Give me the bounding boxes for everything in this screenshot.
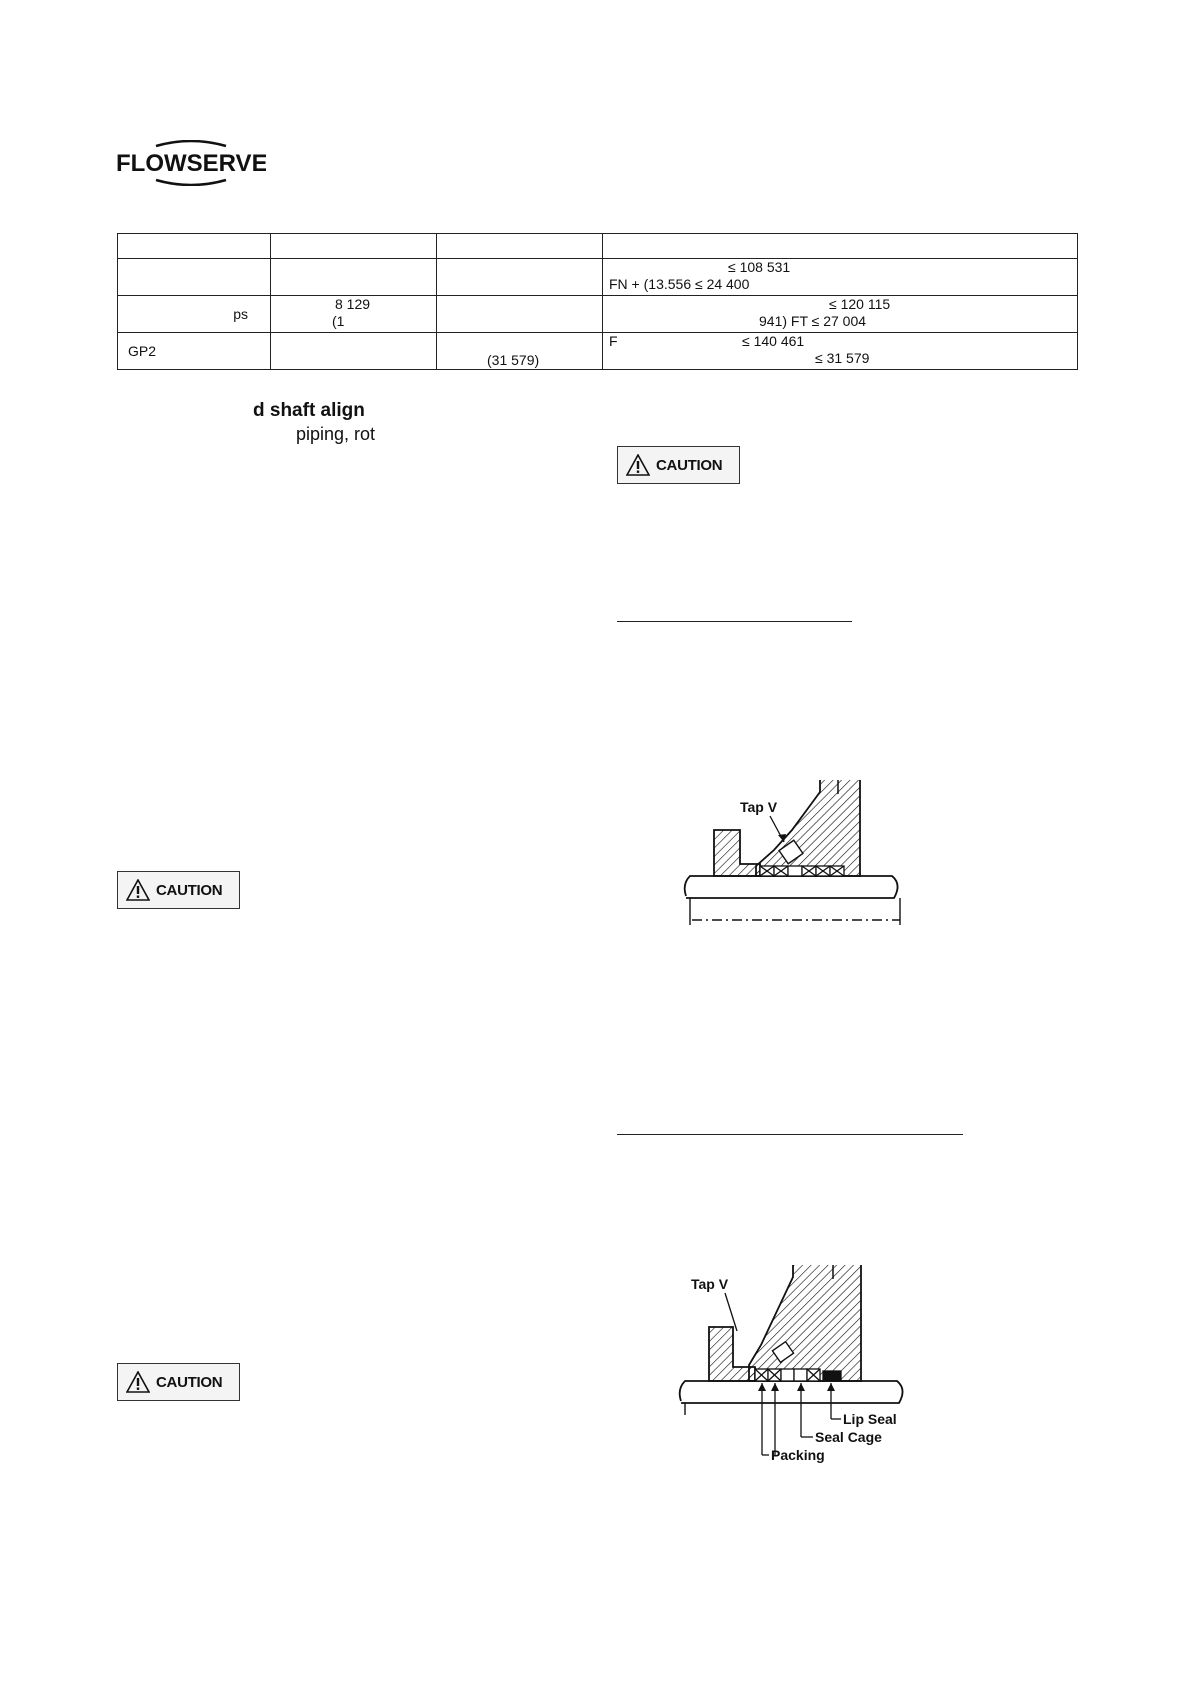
table-cell bbox=[437, 259, 603, 296]
caution-label: CAUTION bbox=[656, 456, 723, 474]
table-cell: ps bbox=[118, 296, 271, 333]
packing-label: Packing bbox=[771, 1447, 825, 1463]
table-row bbox=[118, 234, 1078, 259]
heading-underline bbox=[617, 621, 852, 622]
table-cell bbox=[603, 234, 1078, 259]
logo-text: FLOWSERVE bbox=[116, 150, 266, 177]
warning-triangle-icon bbox=[126, 879, 150, 901]
table-cell bbox=[437, 296, 603, 333]
table-cell bbox=[271, 259, 437, 296]
table-cell bbox=[271, 234, 437, 259]
table-cell bbox=[603, 296, 1078, 333]
section-text: piping, rot bbox=[296, 424, 376, 444]
table-cell bbox=[118, 234, 271, 259]
caution-badge bbox=[117, 1363, 240, 1401]
flowserve-logo bbox=[116, 140, 266, 186]
table-cell bbox=[603, 333, 1078, 370]
logo-graphic bbox=[116, 140, 266, 186]
cell-line: ≤ 31 579 bbox=[815, 350, 870, 366]
table-cell bbox=[118, 259, 271, 296]
warning-triangle-icon bbox=[126, 1371, 150, 1393]
packing-arrangement-figure bbox=[680, 780, 920, 930]
section-heading: d shaft align bbox=[253, 400, 365, 421]
caution-badge bbox=[617, 446, 740, 484]
tap-v-label: Tap V bbox=[740, 799, 778, 815]
table-cell bbox=[603, 259, 1078, 296]
caution-label: CAUTION bbox=[156, 881, 223, 899]
tap-v-label: Tap V bbox=[691, 1276, 729, 1292]
cell-line: FN + (13.556 ≤ 24 400 bbox=[609, 276, 750, 292]
cell-line: (1 bbox=[332, 313, 345, 329]
heading-underline bbox=[617, 1134, 963, 1135]
nozzle-load-table bbox=[117, 233, 1078, 370]
caution-badge bbox=[117, 871, 240, 909]
cell-line: 941) FT ≤ 27 004 bbox=[759, 313, 867, 329]
table-cell: GP2 bbox=[118, 333, 271, 370]
table-row bbox=[118, 296, 1078, 333]
table-row bbox=[118, 333, 1078, 370]
table-cell: (31 579) bbox=[437, 333, 603, 370]
cell-line: F ≤ 140 461 bbox=[609, 333, 805, 349]
table-row bbox=[118, 259, 1078, 296]
packing-lip-seal-figure bbox=[675, 1265, 920, 1475]
cell-line: 8 129 bbox=[335, 296, 371, 312]
table-cell bbox=[271, 333, 437, 370]
cell-line: ≤ 108 531 bbox=[728, 259, 791, 275]
seal-cage-label: Seal Cage bbox=[815, 1429, 882, 1445]
caution-label: CAUTION bbox=[156, 1373, 223, 1391]
warning-triangle-icon bbox=[626, 454, 650, 476]
table-cell bbox=[271, 296, 437, 333]
table-cell bbox=[437, 234, 603, 259]
cell-line: ≤ 120 115 bbox=[829, 296, 891, 312]
lip-seal-label: Lip Seal bbox=[843, 1411, 897, 1427]
